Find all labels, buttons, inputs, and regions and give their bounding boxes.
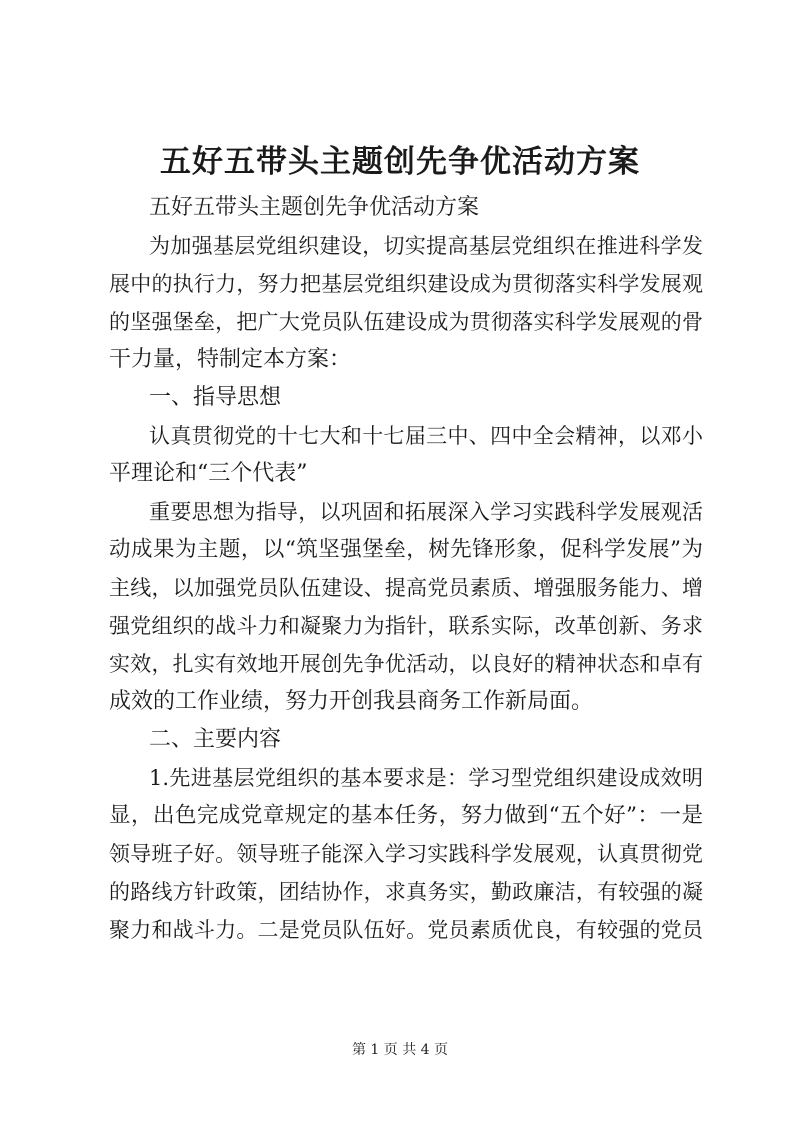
- text-line: 重要思想为指导，以巩固和拓展深入学习实践科学发展观活: [149, 500, 703, 524]
- text-line: 干力量，特制定本方案：: [109, 347, 352, 372]
- page-footer: 第 1 页 共 4 页: [351, 1042, 449, 1058]
- text-line: 显，出色完成党章规定的基本任务，努力做到“五个好”：一是: [109, 803, 703, 828]
- text-line: 为加强基层党组织建设，切实提高基层党组织在推进科学发: [149, 234, 703, 258]
- document-body: [109, 189, 703, 949]
- text-line: 平理论和“三个代表”: [109, 461, 308, 486]
- text-line: 认真贯彻党的十七大和十七届三中、四中全会精神，以邓小: [149, 424, 703, 448]
- text-line: 主线，以加强党员队伍建设、提高党员素质、增强服务能力、增: [109, 576, 703, 600]
- document-title: 五好五带头主题创先争优活动方案: [160, 144, 640, 180]
- text-line: 1.先进基层党组织的基本要求是：学习型党组织建设成效明: [149, 766, 703, 790]
- text-line: 领导班子好。领导班子能深入学习实践科学发展观，认真贯彻党: [109, 842, 703, 866]
- text-line: 成效的工作业绩，努力开创我县商务工作新局面。: [109, 689, 594, 714]
- text-line: 二、主要内容: [149, 727, 282, 752]
- text-line: 五好五带头主题创先争优活动方案: [149, 195, 480, 220]
- text-line: 的坚强堡垒，把广大党员队伍建设成为贯彻落实科学发展观的骨: [109, 310, 703, 334]
- text-line: 的路线方针政策，团结协作，求真务实，勤政廉洁，有较强的凝: [109, 880, 703, 904]
- text-line: 聚力和战斗力。二是党员队伍好。党员素质优良，有较强的党员: [109, 918, 703, 942]
- text-line: 一、指导思想: [149, 385, 282, 410]
- text-line: 强党组织的战斗力和凝聚力为指针，联系实际，改革创新、务求: [109, 614, 703, 638]
- text-line: 实效，扎实有效地开展创先争优活动，以良好的精神状态和卓有: [109, 652, 703, 676]
- text-line: 动成果为主题，以“筑坚强堡垒，树先锋形象，促科学发展”为: [109, 537, 703, 562]
- text-line: 展中的执行力，努力把基层党组织建设成为贯彻落实科学发展观: [109, 272, 703, 296]
